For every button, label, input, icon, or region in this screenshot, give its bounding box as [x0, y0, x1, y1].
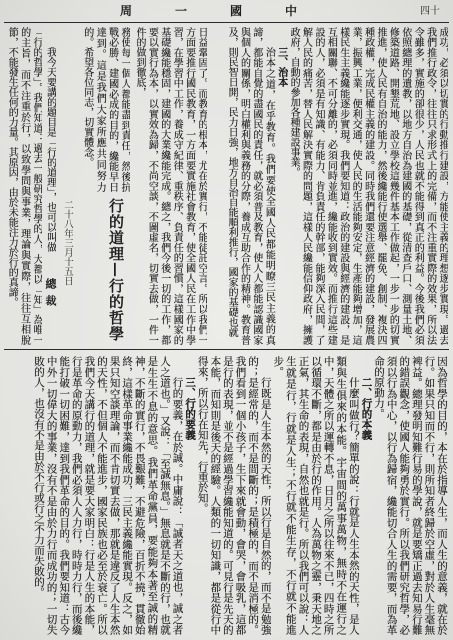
section-heading: 二、行的本義 [360, 377, 373, 440]
section-heading: 三、行的要義 [184, 377, 197, 440]
previous-article-middle-block [131, 27, 207, 345]
article-opening-line [43, 27, 56, 272]
article-paragraph: 行的要義，在於誠。中庸說：「誠者天之道也，誠之者人之道也。」又說：「至誠無息。」無息就是不斷的行，也就是生生不息的意思。我們革命黨員，要能夠本著至誠的精神，不斷的實行，不畏艱難，不避危險，百折不撓，貫徹始終，這樣革命事業纔能成功，三民主義纔能實現。反之，如果只知空談理論，而不肯切實去做，那就是違反了人生本然的天性，不但個人不能進步，國家民族也必至於衰亡。所以我們今天講行的道理，就是要大家明白：行是人生的本能，行是革命的原動力，我們必須人人力行，時時力行，而後纔能打破一切困難，達到我們革命的目的。我們要知道：古今中外一切偉大的事業，沒有不是由於力行而成功的；一切失敗的人，也沒有不是由於不行或行之不力而失敗的。 [33, 356, 184, 635]
header-rule [4, 22, 449, 23]
previous-article-paragraph: 日益鞏固了。而教育的根本，尤在於實行，不能徒託空言。所以我們一方面要推行國民教育，一方面要實施社會教育，使全國人民在工作中學習，在學習中工作，養成守紀律、重秩序、負責任的習慣，這樣國家的基礎纔能穩固，建國的大業纔能完成。總之，我們今後一切的工作，都要以實行為本，以實效為歸，不尚空談，不圖虛名，切實去做，一件一件的做到徹底， [133, 27, 207, 345]
article-date: 二十八年三月十五日 [62, 200, 73, 286]
article-paragraph: 什麼叫做行？簡單的說：行就是人生本然的天性，是人類與生俱來的本能。宇宙間的萬事萬物，無時不在運行之中，天體之所以運轉不息，日月之所以往來不已，四時之所以循環不斷，都是由於行的作用。人為萬物之靈，秉天地之正氣，其生命的表現，自然也就是行。所以我們可以說：人生就是行，行就是人生；不行就不能生存，不行就不能進步。 [272, 356, 360, 635]
article-body-block [5, 356, 448, 635]
article-opening-block [4, 27, 42, 345]
article-paragraph: 因為哲學的目的，本在於指導人生，而人生的意義，就在於行。如果只知而不行，則所知者終歸於空虛，對於人生毫無裨益。總理發明知難行易的學說，就是要矯正過去知易行難的錯誤觀念，使國人能夠勇於實行。所以我們研究哲學，必須以行為中心，以行為歸宿，纔能切合人生的需要，而為革命的原動力。 [373, 356, 448, 635]
article-paragraph: 行既是人生本然的天性，所以行是自然的，而不是勉強的；是經常的，而不是間斷的；是積極的，而不是消極的。我們看到一個小孩子，生下來就會動，會哭，會吸乳，這都是行的表現，並不是經過學習纔能知道的。可見行是先天的本能，而知則是後天的經驗。人類的一切知識，都是從行中得來，所以行在知先，行重於知。 [196, 356, 272, 635]
section-heading: 三、治本 [275, 47, 287, 87]
section-divider-rule [4, 349, 449, 350]
previous-article-paragraph: 成功，必須以切實的行動推行建設，方能使主義的理想逐步實現。過去我們推行政令，往往只求形式上的完備，而不注重實際的效果，所以法令雖多，實施的卻很少，人民也就不能得到真正的利益。今後我們必須依照總理的遺教，以地方自治為建國的基礎，從清查戶口、測量土地、修築道路、開墾荒地、設立學校這幾件基本工作做起，一步一步的切實推進，使人民有自治的能力，然後纔能行使選舉、罷免、創制、複決四種政權，完成民權主義的建設。同時我們還要注意經濟的建設，發展農業，振興工業，便利交通，使人民的生活能夠安定，生產能夠增加，這樣民生主義纔能逐步實現。我們要知道：政治的建設與經濟的建設，是互相關聯、不可分離的，必須同時並進，纔能收到實效。而推行這些建設的人，必須是有知識、有能力、肯負責任的幹部，能夠深入民間，了解人民的痛苦，替人民解決實際的問題，這樣人民纔能信仰政府，擁護政府，自動的參加各種建設事業。 [288, 27, 448, 345]
article-paragraph: 我今天要講的題目是「行的道理」，也可以叫做 [44, 47, 56, 252]
page-number: 四十 [420, 6, 440, 17]
article-paragraph: 「行的哲學」。我們知道：過去一般研究哲學的人，大都以「知」為唯一的主旨，而不注重於行，以致學問與事業，理論與實際，往往互相脫節，不能發生任何的力量。其原因，由於未能注力於行的真諦。 [6, 27, 42, 345]
previous-article-right-block [212, 27, 448, 345]
journal-title: 中國一周 [119, 4, 340, 18]
previous-article-paragraph: 務使每一個人都能盡到責任，然後抗戰必勝、建國必成的目的，纔能早日達到。這是我們大家所應共同努力的。希望各位同志，切實體念。 [81, 27, 130, 192]
previous-article-paragraph: 治本之道，在乎教育。我們要使全國人民都能明瞭三民主義的真諦，都能自覺的盡國民的責任，就必須普及教育，使人人都能認識國家與個人的關係，明白權利與義務的分際，養成互助合作的精神。教育普及，則民智日開，民力日強，地方自治自能順利推行，國家的基礎也就 [226, 27, 275, 345]
article-author: 總裁 [44, 278, 57, 312]
article-title: 行的道理—行的哲學 [107, 198, 125, 342]
previous-article-closing-block [58, 27, 130, 192]
